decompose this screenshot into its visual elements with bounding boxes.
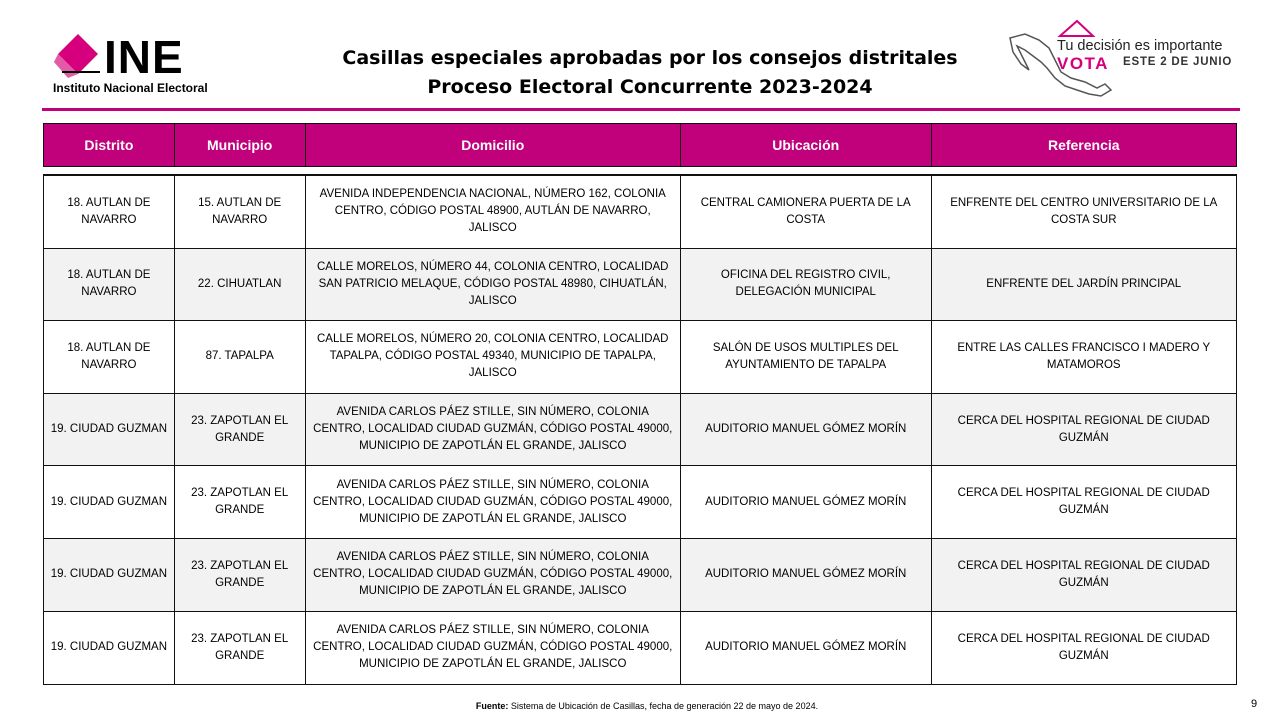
ine-diamond-icon bbox=[54, 32, 106, 80]
page-title bbox=[280, 44, 1020, 102]
cell-municipio: 23. ZAPOTLAN EL GRANDE bbox=[175, 394, 306, 466]
cell-municipio: 23. ZAPOTLAN EL GRANDE bbox=[175, 466, 306, 538]
table-body bbox=[43, 174, 1237, 685]
table-row bbox=[44, 249, 1236, 322]
cell-ubicacion: OFICINA DEL REGISTRO CIVIL, DELEGACIÓN MUNICIPAL bbox=[681, 249, 932, 321]
cell-municipio: 15. AUTLAN DE NAVARRO bbox=[175, 176, 306, 248]
cell-ubicacion: AUDITORIO MANUEL GÓMEZ MORÍN bbox=[681, 466, 932, 538]
table-row bbox=[44, 466, 1236, 539]
source-text: Sistema de Ubicación de Casillas, fecha de generación 22 de mayo de 2024. bbox=[508, 701, 819, 711]
source-label: Fuente: bbox=[475, 701, 509, 711]
badge-date: ESTE 2 DE JUNIO bbox=[1123, 56, 1233, 68]
ine-logo bbox=[50, 30, 220, 100]
column-header-domicilio: Domicilio bbox=[306, 124, 681, 166]
header-divider bbox=[42, 108, 1240, 111]
column-header-referencia: Referencia bbox=[1047, 137, 1120, 153]
source-note bbox=[0, 701, 1280, 711]
cell-ubicacion: AUDITORIO MANUEL GÓMEZ MORÍN bbox=[681, 394, 932, 466]
cell-distrito: 19. CIUDAD GUZMAN bbox=[44, 612, 175, 685]
cell-ubicacion: AUDITORIO MANUEL GÓMEZ MORÍN bbox=[681, 612, 932, 685]
cell-domicilio: AVENIDA CARLOS PÁEZ STILLE, SIN NÚMERO, COLONIA CENTRO, LOCALIDAD CIUDAD GUZMÁN, CÓDIGO POSTAL 49000, MUNICIPIO DE ZAPOTLÁN EL GRANDE, JALISCO bbox=[306, 394, 681, 466]
cell-domicilio: AVENIDA INDEPENDENCIA NACIONAL, NÚMERO 162, COLONIA CENTRO, CÓDIGO POSTAL 48900, AUTLÁN DE NAVARRO, JALISCO bbox=[306, 176, 681, 248]
title-line-2: Proceso Electoral Concurrente 2023-2024 bbox=[427, 76, 873, 98]
table-header bbox=[43, 123, 1237, 167]
column-header-municipio: Municipio bbox=[175, 124, 306, 166]
cell-domicilio: CALLE MORELOS, NÚMERO 44, COLONIA CENTRO, LOCALIDAD SAN PATRICIO MELAQUE, CÓDIGO POSTAL 48980, CIHUATLÁN, JALISCO bbox=[306, 249, 681, 321]
cell-domicilio: AVENIDA CARLOS PÁEZ STILLE, SIN NÚMERO, COLONIA CENTRO, LOCALIDAD CIUDAD GUZMÁN, CÓDIGO POSTAL 49000, MUNICIPIO DE ZAPOTLÁN EL GRANDE, JALISCO bbox=[306, 539, 681, 611]
cell-referencia: ENFRENTE DEL JARDÍN PRINCIPAL bbox=[986, 277, 1182, 290]
cell-referencia: CERCA DEL HOSPITAL REGIONAL DE CIUDAD GUZMÁN bbox=[957, 487, 1210, 517]
cell-domicilio: AVENIDA CARLOS PÁEZ STILLE, SIN NÚMERO, COLONIA CENTRO, LOCALIDAD CIUDAD GUZMÁN, CÓDIGO POSTAL 49000, MUNICIPIO DE ZAPOTLÁN EL GRANDE, JALISCO bbox=[306, 466, 681, 538]
cell-referencia: CERCA DEL HOSPITAL REGIONAL DE CIUDAD GUZMÁN bbox=[957, 559, 1210, 589]
cell-ubicacion: AUDITORIO MANUEL GÓMEZ MORÍN bbox=[681, 539, 932, 611]
logo-subtitle: Instituto Nacional Electoral bbox=[53, 81, 208, 95]
column-header-ubicacion: Ubicación bbox=[681, 124, 932, 166]
cell-municipio: 23. ZAPOTLAN EL GRANDE bbox=[175, 539, 306, 611]
cell-domicilio: CALLE MORELOS, NÚMERO 20, COLONIA CENTRO, LOCALIDAD TAPALPA, CÓDIGO POSTAL 49340, MUNICIPIO DE TAPALPA, JALISCO bbox=[306, 321, 681, 393]
badge-vota: VOTA bbox=[1057, 54, 1109, 73]
cell-ubicacion: SALÓN DE USOS MULTIPLES DEL AYUNTAMIENTO DE TAPALPA bbox=[681, 321, 932, 393]
column-header-distrito: Distrito bbox=[44, 124, 175, 166]
title-line-1: Casillas especiales aprobadas por los consejos distritales bbox=[342, 47, 958, 69]
cell-distrito: 18. AUTLAN DE NAVARRO bbox=[44, 249, 175, 321]
cell-municipio: 22. CIHUATLAN bbox=[175, 249, 306, 321]
table-row bbox=[44, 539, 1236, 612]
cell-referencia: ENFRENTE DEL CENTRO UNIVERSITARIO DE LA COSTA SUR bbox=[950, 196, 1218, 226]
cell-referencia: CERCA DEL HOSPITAL REGIONAL DE CIUDAD GUZMÁN bbox=[957, 414, 1210, 444]
cell-distrito: 18. AUTLAN DE NAVARRO bbox=[44, 176, 175, 248]
cell-municipio: 87. TAPALPA bbox=[175, 321, 306, 393]
logo-text: INE bbox=[104, 31, 184, 83]
vota-badge bbox=[1005, 18, 1240, 102]
table-row bbox=[44, 612, 1236, 685]
cell-referencia: CERCA DEL HOSPITAL REGIONAL DE CIUDAD GUZMÁN bbox=[957, 632, 1210, 662]
cell-distrito: 19. CIUDAD GUZMAN bbox=[44, 539, 175, 611]
cell-municipio: 23. ZAPOTLAN EL GRANDE bbox=[175, 612, 306, 685]
cell-referencia: ENTRE LAS CALLES FRANCISCO I MADERO Y MATAMOROS bbox=[957, 341, 1211, 371]
cell-distrito: 19. CIUDAD GUZMAN bbox=[44, 394, 175, 466]
cell-domicilio: AVENIDA CARLOS PÁEZ STILLE, SIN NÚMERO, COLONIA CENTRO, LOCALIDAD CIUDAD GUZMÁN, CÓDIGO POSTAL 49000, MUNICIPIO DE ZAPOTLÁN EL GRANDE, JALISCO bbox=[306, 612, 681, 685]
table-row bbox=[44, 176, 1236, 249]
page-number: 9 bbox=[1251, 698, 1258, 710]
cell-distrito: 18. AUTLAN DE NAVARRO bbox=[44, 321, 175, 393]
badge-slogan: Tu decisión es importante bbox=[1057, 38, 1223, 54]
table-row bbox=[44, 321, 1236, 394]
cell-distrito: 19. CIUDAD GUZMAN bbox=[44, 466, 175, 538]
cell-ubicacion: CENTRAL CAMIONERA PUERTA DE LA COSTA bbox=[681, 176, 932, 248]
table-row bbox=[44, 394, 1236, 467]
